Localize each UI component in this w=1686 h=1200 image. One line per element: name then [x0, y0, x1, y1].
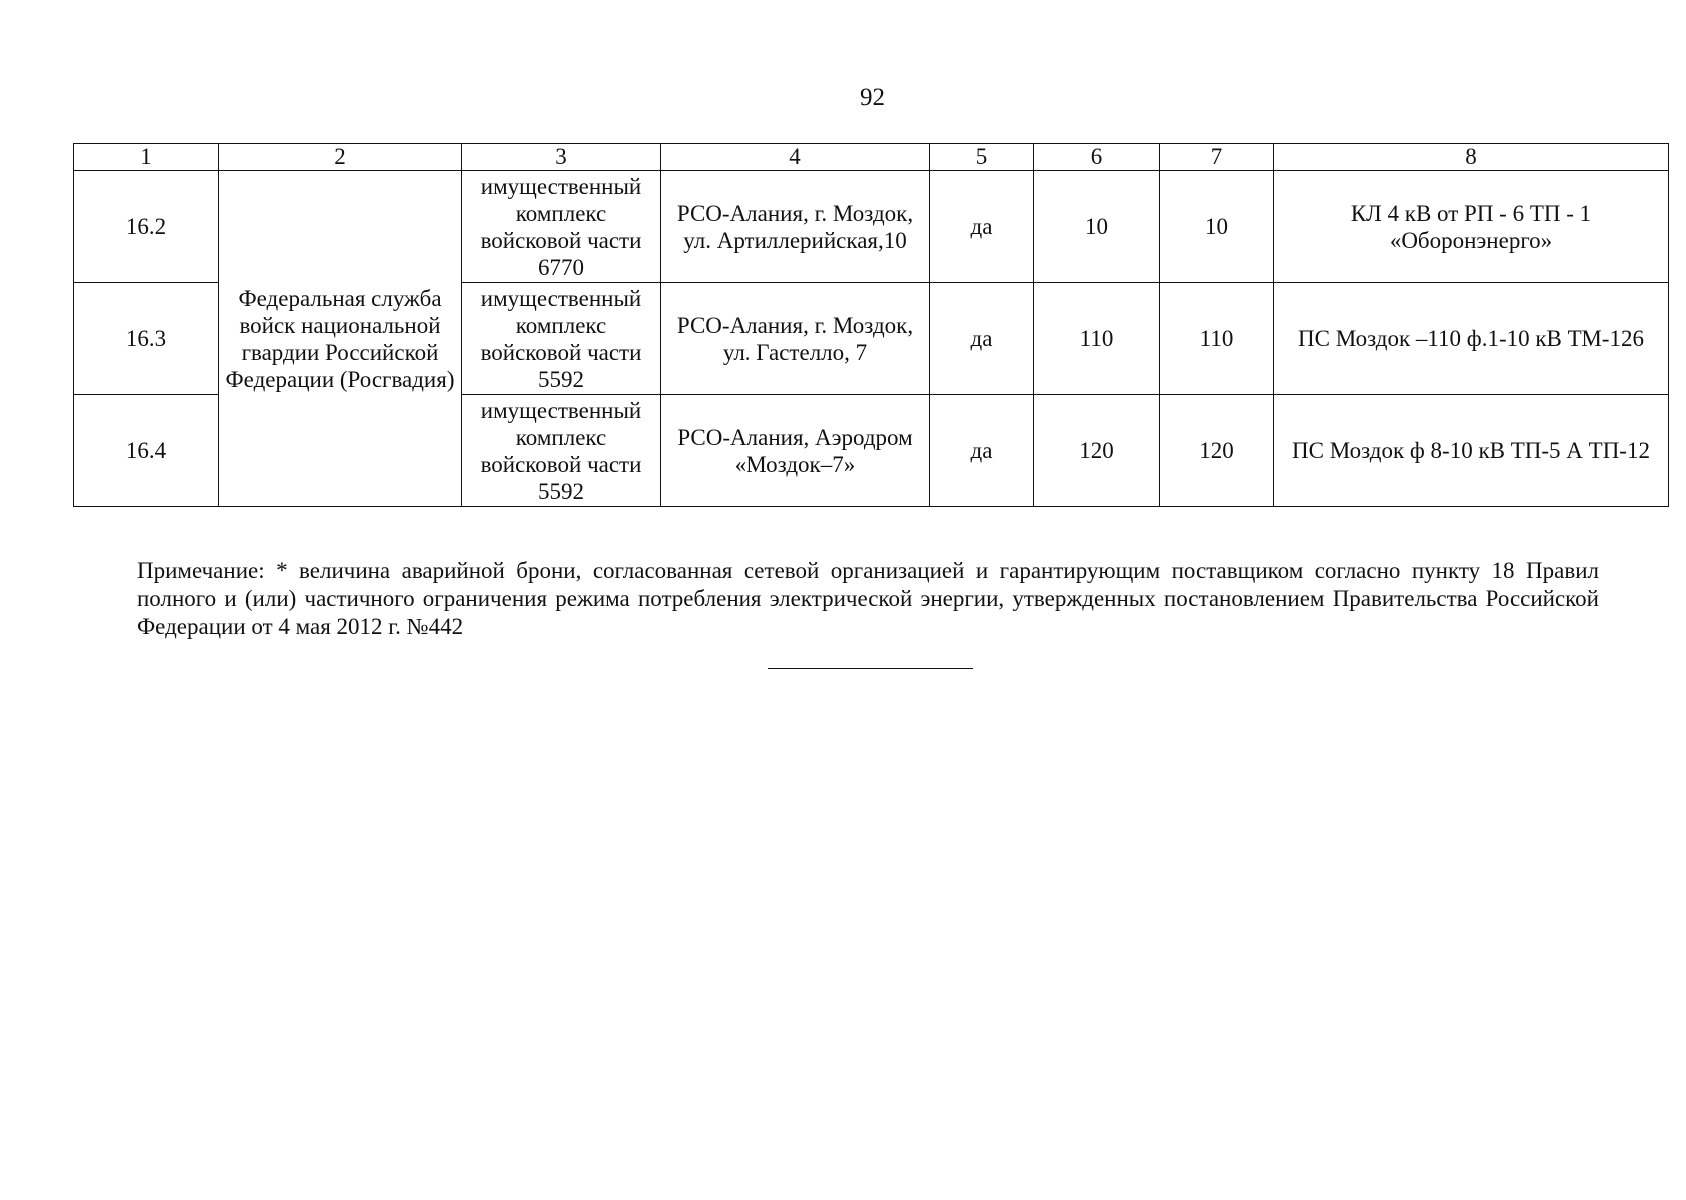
- column-header: 5: [930, 144, 1034, 171]
- object-address: РСО-Алания, г. Моздок, ул. Гастелло, 7: [661, 283, 930, 395]
- object-address: РСО-Алания, Аэродром «Моздок–7»: [661, 395, 930, 507]
- organization-name: Федеральная служба войск национальной гвардии Российской Федерации (Росгвадия): [219, 171, 462, 507]
- header-row: [74, 144, 1669, 171]
- row-number: 16.2: [74, 171, 219, 283]
- column-7-value: 110: [1160, 283, 1274, 395]
- table-row: [74, 171, 1669, 283]
- supply-source: КЛ 4 кВ от РП - 6 ТП - 1 «Оборонэнерго»: [1274, 171, 1669, 283]
- column-header: 6: [1034, 144, 1160, 171]
- page-number: 92: [860, 84, 885, 111]
- column-7-value: 120: [1160, 395, 1274, 507]
- end-divider: [768, 668, 973, 669]
- object-name: имущественный комплекс войсковой части 5592: [462, 395, 661, 507]
- object-address: РСО-Алания, г. Моздок, ул. Артиллерийская,10: [661, 171, 930, 283]
- column-header: 1: [74, 144, 219, 171]
- column-header: 2: [219, 144, 462, 171]
- row-number: 16.4: [74, 395, 219, 507]
- row-number: 16.3: [74, 283, 219, 395]
- column-header: 3: [462, 144, 661, 171]
- object-name: имущественный комплекс войсковой части 6770: [462, 171, 661, 283]
- data-table: [73, 143, 1669, 507]
- flag-value: да: [930, 395, 1034, 507]
- column-6-value: 120: [1034, 395, 1160, 507]
- object-name: имущественный комплекс войсковой части 5592: [462, 283, 661, 395]
- column-6-value: 110: [1034, 283, 1160, 395]
- column-header: 7: [1160, 144, 1274, 171]
- flag-value: да: [930, 283, 1034, 395]
- column-header: 8: [1274, 144, 1669, 171]
- footnote: Примечание: * величина аварийной брони, согласованная сетевой организацией и гарантирующим поставщиком согласно пункту 18 Правил полного и (или) частичного ограничения режима потребления электрической энергии, утвержденных постановлением Правительства Российской Федерации от 4 мая 2012 г. №442: [137, 558, 1599, 639]
- column-7-value: 10: [1160, 171, 1274, 283]
- flag-value: да: [930, 171, 1034, 283]
- column-header: 4: [661, 144, 930, 171]
- column-6-value: 10: [1034, 171, 1160, 283]
- supply-source: ПС Моздок ф 8-10 кВ ТП-5 А ТП-12: [1274, 395, 1669, 507]
- supply-source: ПС Моздок –110 ф.1-10 кВ ТМ-126: [1274, 283, 1669, 395]
